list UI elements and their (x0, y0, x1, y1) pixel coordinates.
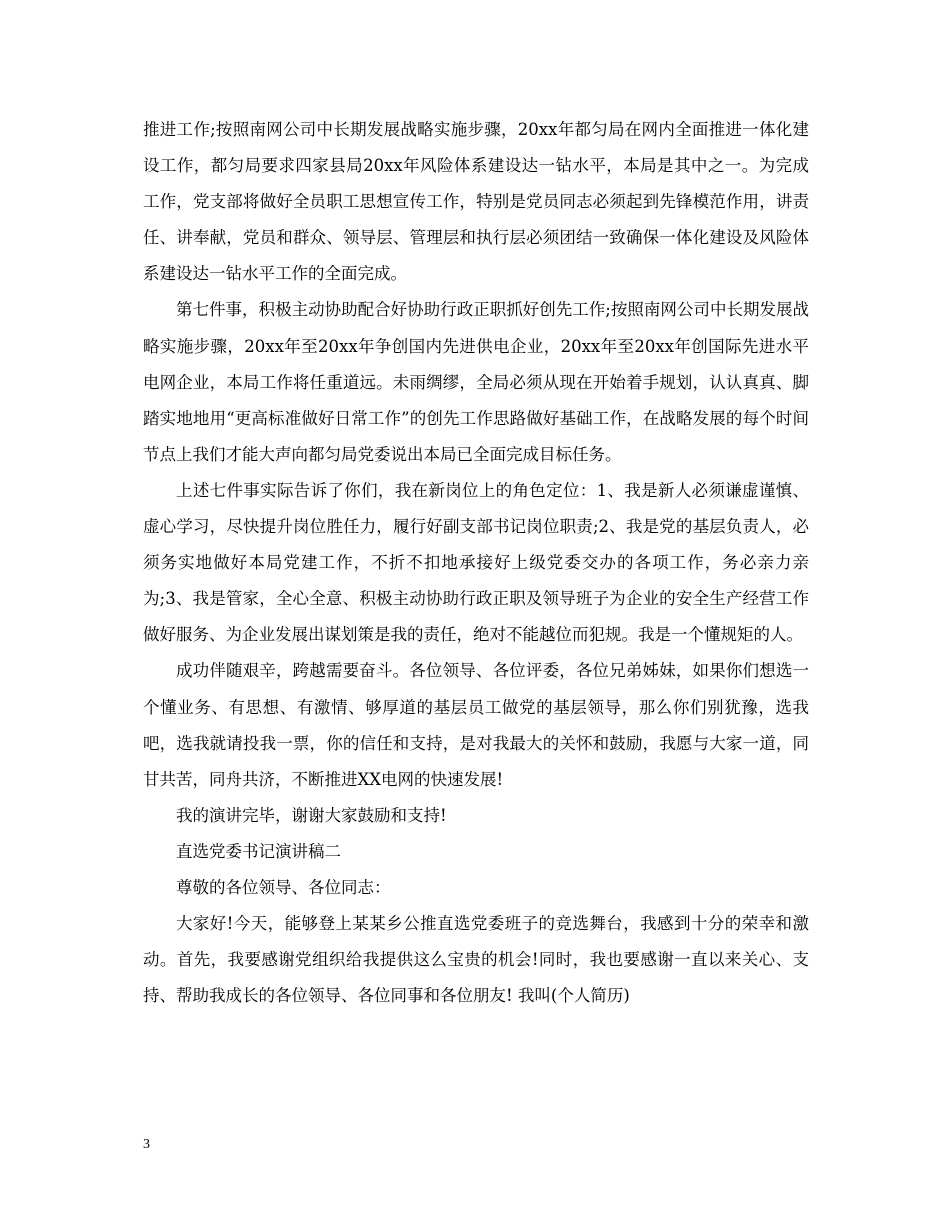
paragraph-1: 推进工作;按照南网公司中长期发展战略实施步骤，20xx年都匀局在网内全面推进一体化建设工作，都匀局要求四家县局20xx年风险体系建设达一钻水平，本局是其中之一。为完成工作，党支部将做好全员职工思想宣传工作，特别是党员同志必须起到先锋模范作用，讲责任、讲奉献，党员和群众、领导层、管理层和执行层必须团结一致确保一体化建设及风险体系建设达一钻水平工作的全面完成。 (143, 120, 809, 284)
paragraph-3: 上述七件事实际告诉了你们，我在新岗位上的角色定位：1、我是新人必须谦虚谨慎、虚心学习，尽快提升岗位胜任力，履行好副支部书记岗位职责;2、我是党的基层负责人，必须务实地做好本局党建工作，不折不扣地承接好上级党委交办的各项工作，务必亲力亲为;3、我是管家，全心全意、积极主动协助行政正职及领导班子为企业的安全生产经营工作做好服务、为企业发展出谋划策是我的责任，绝对不能越位而犯规。我是一个懂规矩的人。 (143, 480, 809, 645)
paragraph-8: 大家好!今天，能够登上某某乡公推直选党委班子的竞选舞台，我感到十分的荣幸和激动。首先，我要感谢党组织给我提供这么宝贵的机会!同时，我也要感谢一直以来关心、支持、帮助我成长的各位领导、各位同事和各位朋友! 我叫(个人简历) (143, 914, 809, 1006)
paragraph-2: 第七件事，积极主动协助配合好协助行政正职抓好创先工作;按照南网公司中长期发展战略实施步骤，20xx年至20xx年争创国内先进供电企业，20xx年至20xx年创国际先进水平电网企业，本局工作将任重道远。未雨绸缪，全局必须从现在开始着手规划，认认真真、脚踏实地地用“更高标准做好日常工作”的创先工作思路做好基础工作，在战略发展的每个时间节点上我们才能大声向都匀局党委说出本局已全面完成目标任务。 (143, 300, 809, 464)
paragraph-5: 我的演讲完毕，谢谢大家鼓励和支持! (176, 805, 447, 825)
document-body (143, 112, 809, 1014)
section-heading: 直选党委书记演讲稿二 (176, 841, 341, 861)
page-number: 3 (143, 1137, 150, 1152)
paragraph-4: 成功伴随艰辛，跨越需要奋斗。各位领导、各位评委，各位兄弟姊妹，如果你们想选一个懂业务、有思想、有激情、够厚道的基层员工做党的基层领导，那么你们别犹豫，选我吧，选我就请投我一票，你的信任和支持，是对我最大的关怀和鼓励，我愿与大家一道，同甘共苦，同舟共济，不断推进XX电网的快速发展! (143, 661, 809, 789)
salutation: 尊敬的各位领导、各位同志： (176, 877, 391, 897)
